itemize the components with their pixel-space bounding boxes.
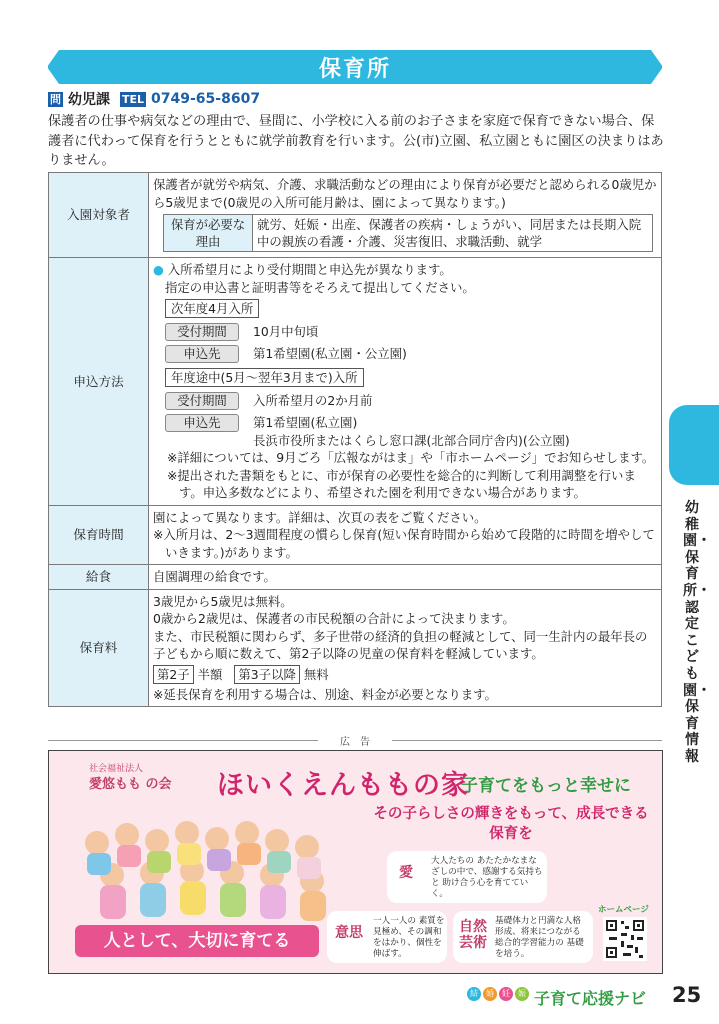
category-dot: 娠 — [515, 987, 529, 1001]
chapter-side-tab — [669, 405, 719, 485]
destination-label: 申込先 — [165, 345, 239, 363]
application-note-1: ※詳細については、9月ごろ「広報ながはま」や「市ホームページ」でお知らせします。 — [167, 450, 655, 465]
info-table — [48, 172, 662, 707]
third-child-label: 第3子以降 — [234, 665, 299, 684]
table-row-eligibility — [49, 173, 662, 258]
midyear-period: 入所希望月の2か月前 — [253, 393, 373, 408]
table-row-meals — [49, 565, 662, 590]
midyear-destination-2: 長浜市役所またはくらし窓口課(北部合同庁舎内)(公立園) — [253, 432, 570, 448]
footer-category-dots — [467, 987, 529, 1001]
april-destination: 第1希望園(私立園・公立園) — [253, 346, 407, 361]
homepage-label: ホームページ — [598, 905, 649, 915]
table-row-hours — [49, 505, 662, 565]
bullet-icon: ● — [153, 262, 164, 277]
fees-note: ※延長保育を利用する場合は、別途、料金が必要となります。 — [153, 686, 497, 702]
table-row-application — [49, 258, 662, 506]
intro-paragraph: 保護者の仕事や病気などの理由で、昼間に、小学校に入る前のお子さまを家庭で保育できない場合、保護者に代わって保育を行うとともに就学前教育を行います。公(市)立園、私立園ともに園区の決まりはありません。 — [48, 114, 664, 168]
april-period: 10月中旬頃 — [253, 324, 319, 339]
third-child-value: 無料 — [303, 666, 329, 682]
second-child-label: 第2子 — [153, 665, 194, 684]
reason-label: 保育が必要な理由 — [164, 215, 253, 252]
hours-line2: ※入所月は、2〜3週間程度の慣らし保育(短い保育時間から始めて段階的に時間を増やしていきます。)があります。 — [153, 527, 655, 560]
hours-label: 保育時間 — [49, 505, 149, 565]
phone-icon: TEL — [122, 92, 145, 106]
nature-text: 基礎体力と円満な人格形成、将来につながる 総合的学習能力の 基礎を培う。 — [495, 916, 584, 959]
meals-text: 自園調理の給食です。 — [149, 565, 662, 590]
nature-card — [453, 911, 593, 963]
page-number: 25 — [672, 983, 702, 1007]
contact-row — [48, 89, 260, 109]
midyear-destination-1: 第1希望園(私立園) — [253, 415, 358, 430]
section-title-banner — [48, 50, 662, 84]
ad-slogan-main: 子育てをもっと幸せに — [461, 776, 631, 796]
period-label: 受付期間 — [165, 323, 239, 341]
fees-line2: 0歳から2歳児は、保護者の市民税額の合計によって決まります。 — [153, 611, 515, 626]
reason-table — [163, 214, 653, 252]
ad-slogan-sub: その子らしさの輝きをもって、成長できる保育を — [373, 806, 649, 842]
will-card — [327, 911, 447, 963]
fees-line3: また、市民税額に関わらず、多子世帯の経済的負担の軽減として、同一生計内の最年長の子どもから順に数えて、第2子以降の児童の保育料を軽減しています。 — [153, 628, 648, 661]
nature-kanji: 自然芸術 — [459, 919, 487, 951]
second-child-value: 半額 — [197, 666, 223, 682]
doll-photo — [57, 813, 357, 941]
category-dot: 婚 — [483, 987, 497, 1001]
destination-label: 申込先 — [165, 414, 239, 432]
application-line1: ● 入所希望月により受付期間と申込先が異なります。 — [153, 262, 452, 277]
qr-code-icon — [603, 917, 647, 961]
love-kanji: 愛 — [399, 865, 413, 881]
inquiry-icon: 問 — [50, 92, 61, 106]
ad-motto-banner: 人として、大切に育てる — [75, 925, 319, 957]
will-text: 一人一人の 素質を見極め、その調和をはかり、個性を伸ばす。 — [373, 916, 445, 959]
application-note-2: ※提出された書類をもとに、市が保育の必要性を総合的に判断して利用調整を行います。申込多数などにより、希望された園を利用できない場合があります。 — [167, 467, 636, 500]
ad-label: 広 告 — [48, 733, 662, 747]
ad-corp-type: 社会福祉法人 — [89, 764, 144, 774]
midyear-entry-title: 年度途中(5月〜翌年3月まで)入所 — [165, 368, 364, 387]
category-dot: 結 — [467, 987, 481, 1001]
application-cell — [149, 258, 662, 506]
application-line2: 指定の申込書と証明書等をそろえて提出してください。 — [165, 279, 475, 295]
application-label: 申込方法 — [49, 258, 149, 506]
love-card — [387, 851, 547, 903]
fees-discounts — [153, 663, 657, 686]
section-title: 保育所 — [318, 57, 391, 82]
love-text: 大人たちの あたたかなまなざしの中で、感謝する気持ちと 助け合う心を育てていく。 — [431, 856, 543, 899]
hours-cell — [149, 505, 662, 565]
fees-label: 保育料 — [49, 589, 149, 707]
department-name: 幼児課 — [68, 92, 110, 108]
eligibility-cell — [149, 173, 662, 258]
fees-cell — [149, 589, 662, 707]
fees-line1: 3歳児から5歳児は無料。 — [153, 593, 293, 609]
ad-corp-name: 愛悠もも の会 — [89, 777, 172, 792]
meals-label: 給食 — [49, 565, 149, 590]
table-row-fees — [49, 589, 662, 707]
eligibility-text: 保護者が就労や病気、介護、求職活動などの理由により保育が必要だと認められる0歳児から5歳児まで(0歳児の入所可能月齢は、園によって異なります。) — [153, 177, 657, 210]
will-kanji: 意思 — [335, 925, 363, 941]
hours-line1: 園によって異なります。詳細は、次頁の表をご覧ください。 — [153, 509, 487, 525]
chapter-side-label: 幼稚園・保育所・認定こども園・保育情報 — [683, 500, 711, 765]
advertisement — [48, 750, 663, 974]
category-dot: 妊 — [499, 987, 513, 1001]
period-label: 受付期間 — [165, 392, 239, 410]
eligibility-label: 入園対象者 — [49, 173, 149, 258]
april-entry-title: 次年度4月入所 — [165, 299, 259, 318]
phone-number: 0749-65-8607 — [151, 91, 261, 107]
reason-text: 就労、妊娠・出産、保護者の疾病・しょうがい、同居または長期入院中の親族の看護・介護、災害復旧、求職活動、就学 — [253, 215, 653, 252]
ad-title: ほいくえんももの家 — [217, 770, 469, 801]
footer-brand: 子育て応援ナビ — [534, 989, 647, 1008]
